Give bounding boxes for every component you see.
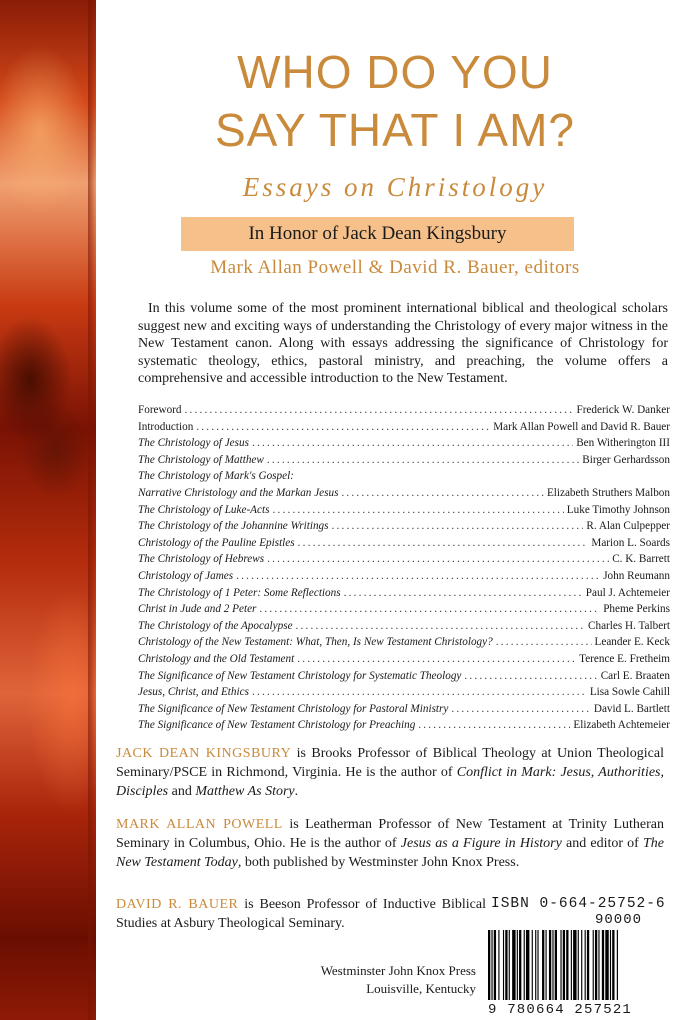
toc-entry-author: Pheme Perkins xyxy=(603,603,670,616)
artwork-edge xyxy=(88,0,96,1020)
barcode xyxy=(486,912,672,1020)
toc-entry-author: C. K. Barrett xyxy=(612,553,670,566)
toc-entry-title: Narrative Christology and the Markan Jesus xyxy=(138,486,339,499)
barcode-bar xyxy=(560,930,561,1000)
toc-leader-dots xyxy=(185,404,574,416)
book-title: Matthew As Story xyxy=(195,784,295,799)
barcode-bar xyxy=(566,930,568,1000)
toc-leader-dots xyxy=(252,686,587,698)
barcode-bar xyxy=(535,930,536,1000)
barcode-bar xyxy=(517,930,518,1000)
barcode-bar xyxy=(549,930,551,1000)
barcode-bar xyxy=(595,930,597,1000)
barcode-bar xyxy=(498,930,499,1000)
toc-leader-dots xyxy=(418,719,570,731)
cover-artwork xyxy=(0,0,96,1020)
toc-entry-author: Terence E. Fretheim xyxy=(579,652,670,665)
toc-entry-author: Luke Timothy Johnson xyxy=(566,503,670,516)
toc-entry xyxy=(138,653,670,670)
toc-entry-title: Christ in Jude and 2 Peter xyxy=(138,603,257,616)
book-subtitle: Essays on Christology xyxy=(242,172,548,202)
toc-leader-dots xyxy=(259,603,600,615)
toc-entry-title: Christology of the New Testament: What, Then, Is New Testament Christology? xyxy=(138,636,493,649)
barcode-bar xyxy=(532,930,533,1000)
toc-leader-dots xyxy=(196,421,490,433)
toc-entry-title: Introduction xyxy=(138,420,194,433)
toc-entry-title: The Christology of the Apocalypse xyxy=(138,619,293,632)
description-blurb xyxy=(138,300,668,388)
toc-entry xyxy=(138,437,670,454)
toc-entry-author: John Reumann xyxy=(603,569,670,582)
barcode-bar xyxy=(581,930,582,1000)
book-title: The New Testament Today xyxy=(116,836,665,870)
bio-text: and xyxy=(168,784,196,799)
barcode-bar xyxy=(593,930,594,1000)
book-title: Jesus as a Figure in History xyxy=(400,836,562,851)
toc-entry-title: The Christology of Jesus xyxy=(138,437,249,450)
barcode-bar xyxy=(578,930,579,1000)
book-title: Conflict in Mark: Jesus, Authorities, Disciples xyxy=(116,765,664,799)
barcode-bar xyxy=(571,930,572,1000)
toc-entry-author: Charles H. Talbert xyxy=(588,619,670,632)
publisher-imprint xyxy=(300,962,476,998)
toc-entry xyxy=(138,520,670,537)
toc-leader-dots xyxy=(267,454,579,466)
toc-entry-author: Marion L. Soards xyxy=(591,536,670,549)
isbn-number: ISBN 0-664-25752-6 xyxy=(491,896,666,912)
barcode-bar xyxy=(605,930,608,1000)
price-code: 90000 xyxy=(595,912,643,928)
barcode-bar xyxy=(598,930,599,1000)
barcode-bar xyxy=(505,930,507,1000)
barcode-bar xyxy=(587,930,589,1000)
toc-entry-author: Ben Witherington III xyxy=(576,437,670,450)
bio-kingsbury xyxy=(116,744,664,801)
toc-entry xyxy=(138,470,670,487)
toc-entry-title: Christology of the Pauline Epistles xyxy=(138,536,295,549)
bio-bauer xyxy=(116,895,486,933)
toc-entry xyxy=(138,620,670,637)
toc-entry-title: The Christology of Mark's Gospel: xyxy=(138,470,294,483)
toc-entry-title: The Christology of Hebrews xyxy=(138,553,265,566)
barcode-bar xyxy=(546,930,547,1000)
toc-entry-title: The Significance of New Testament Christology for Preaching xyxy=(138,719,416,732)
toc-entry xyxy=(138,421,670,438)
toc-entry-author: Lisa Sowle Cahill xyxy=(589,686,670,699)
toc-entry-title: The Significance of New Testament Christology for Systematic Theology xyxy=(138,669,462,682)
publisher-name: Westminster John Knox Press xyxy=(320,963,476,978)
barcode-bar xyxy=(519,930,521,1000)
toc-entry-author: Leander E. Keck xyxy=(594,636,670,649)
publisher-city: Louisville, Kentucky xyxy=(366,981,476,996)
barcode-bar xyxy=(585,930,586,1000)
barcode-bar xyxy=(552,930,553,1000)
bio-text: and editor of xyxy=(561,836,644,851)
toc-entry-title: Christology and the Old Testament xyxy=(138,652,295,665)
toc-entry-title: The Christology of 1 Peter: Some Reflections xyxy=(138,586,341,599)
barcode-bar xyxy=(602,930,604,1000)
toc-entry xyxy=(138,719,670,736)
bio-name: JACK DEAN KINGSBURY xyxy=(116,746,292,761)
toc-leader-dots xyxy=(344,587,583,599)
toc-entry-author: Mark Allan Powell and David R. Bauer xyxy=(493,420,670,433)
toc-leader-dots xyxy=(252,437,573,449)
toc-entry-title: Foreword xyxy=(138,404,182,416)
barcode-bars xyxy=(486,930,672,1000)
honor-banner: In Honor of Jack Dean Kingsbury xyxy=(181,217,574,251)
book-title-line2: SAY THAT I AM? xyxy=(215,104,575,156)
barcode-bar xyxy=(555,930,557,1000)
toc-entry xyxy=(138,553,670,570)
barcode-bar xyxy=(503,930,504,1000)
bio-name: MARK ALLAN POWELL xyxy=(116,817,283,832)
toc-entry xyxy=(138,570,670,587)
bio-powell xyxy=(116,815,664,872)
editors-line: Mark Allan Powell & David R. Bauer, editors xyxy=(210,257,580,278)
toc-entry-author: Elizabeth Achtemeier xyxy=(573,719,670,732)
barcode-bar xyxy=(617,930,618,1000)
toc-entry xyxy=(138,636,670,653)
toc-entry xyxy=(138,587,670,604)
barcode-bar xyxy=(509,930,510,1000)
toc-entry-title: Christology of James xyxy=(138,569,234,582)
bio-name: DAVID R. BAUER xyxy=(116,897,239,912)
barcode-bar xyxy=(526,930,529,1000)
bio-text: is Leatherman Professor of New Testament at Trinity Lutheran Seminary in Columbus, Ohio. He is the author of xyxy=(116,817,664,851)
bio-text: is Brooks Professor of Biblical Theology at Union Theological Seminary/PSCE in Richmond, Virginia. He is the author of xyxy=(116,746,665,780)
barcode-bar xyxy=(563,930,565,1000)
toc-leader-dots xyxy=(298,537,589,549)
bio-text: is Beeson Professor of Inductive Biblical Studies at Asbury Theological Seminary. xyxy=(116,897,486,931)
barcode-bar xyxy=(610,930,611,1000)
toc-entry xyxy=(138,703,670,720)
toc-entry-title: The Christology of Luke-Acts xyxy=(138,503,270,516)
toc-leader-dots xyxy=(341,487,544,499)
table-of-contents xyxy=(138,404,670,736)
toc-leader-dots xyxy=(297,653,576,665)
toc-entry-author: Birger Gerhardsson xyxy=(582,453,670,466)
barcode-bar xyxy=(612,930,614,1000)
book-title-line1: WHO DO YOU xyxy=(237,46,553,98)
barcode-digits: 9 780664 257521 xyxy=(488,1002,633,1018)
barcode-bar xyxy=(494,930,496,1000)
blurb-text: In this volume some of the most prominent international biblical and theological scholars suggest new and exciting ways of understanding the Christology of every major witness in the New Testament canon. Along with essays addressing the significance of Christology for systematic theology, ethics, pastoral ministry, and preaching, the volume offers a comprehensive and accessible introduction to the New Testament. xyxy=(138,301,668,386)
toc-entry xyxy=(138,686,670,703)
toc-entry xyxy=(138,603,670,620)
toc-leader-dots xyxy=(464,670,597,682)
barcode-bar xyxy=(573,930,576,1000)
toc-entry-author: David L. Bartlett xyxy=(593,702,670,715)
toc-entry xyxy=(138,404,670,421)
bio-text: , both published by Westminster John Knox Press. xyxy=(237,855,520,870)
toc-entry xyxy=(138,454,670,471)
toc-leader-dots xyxy=(272,504,563,516)
toc-leader-dots xyxy=(236,570,600,582)
toc-entry xyxy=(138,504,670,521)
toc-entry-title: Jesus, Christ, and Ethics xyxy=(138,686,249,699)
toc-entry-author: Frederick W. Danker xyxy=(576,404,670,416)
toc-entry-title: The Christology of the Johannine Writings xyxy=(138,520,329,533)
toc-entry-title: The Christology of Matthew xyxy=(138,453,264,466)
toc-entry-title: The Significance of New Testament Christology for Pastoral Ministry xyxy=(138,702,449,715)
toc-entry-author: Paul J. Achtemeier xyxy=(585,586,670,599)
toc-leader-dots xyxy=(296,620,585,632)
toc-leader-dots xyxy=(267,553,609,565)
barcode-bar xyxy=(512,930,515,1000)
toc-entry xyxy=(138,537,670,554)
barcode-bar xyxy=(488,930,490,1000)
toc-leader-dots xyxy=(496,636,592,648)
toc-entry-author: Carl E. Braaten xyxy=(600,669,670,682)
barcode-bar xyxy=(537,930,538,1000)
toc-entry-author: R. Alan Culpepper xyxy=(586,520,670,533)
toc-leader-dots xyxy=(332,520,584,532)
toc-entry xyxy=(138,487,670,504)
toc-leader-dots xyxy=(451,703,591,715)
barcode-bar xyxy=(542,930,544,1000)
toc-entry-author: Elizabeth Struthers Malbon xyxy=(546,486,670,499)
barcode-bar xyxy=(524,930,525,1000)
toc-entry xyxy=(138,670,670,687)
bio-text: . xyxy=(294,784,299,799)
barcode-bar xyxy=(491,930,492,1000)
